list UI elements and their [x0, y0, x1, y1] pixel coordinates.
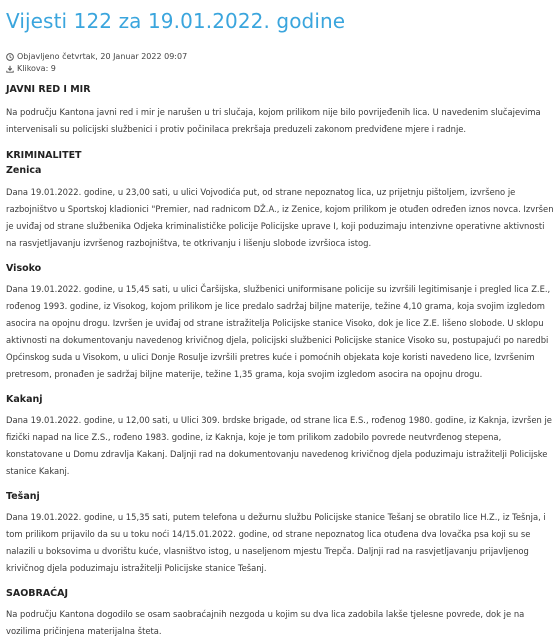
public-order-paragraph: Na području Kantona javni red i mir je narušen u tri slučaja, kojom prilikom nije bilo povrijeđenih lica. U navedenim slučajevima intervenisali su policijski službenici i protiv počinilaca prekršaja preduzeli zakonom predviđene mjere i radnje. [6, 107, 541, 134]
click-count [6, 63, 554, 75]
section-heading-crime: KRIMINALITET [6, 150, 82, 161]
traffic-paragraph: Na području Kantona dogodilo se osam saobraćajnih nezgoda u kojim su dva lica zadobila lakše tjelesne povrede, dok je na vozilima pričinjena materijalna šteta. [6, 609, 525, 636]
article-meta [6, 51, 554, 75]
visoko-paragraph: Dana 19.01.2022. godine, u 15,45 sati, u ulici Čaršijska, službenici uniformisane policije su izvršili legitimisanje i pregled lica Z.E., rođenog 1993. godine, iz Visokog, kojom prilikom je lice predalo sadržaj biljne materije, težine 4,10 grama, koja svojim izgledom asocira na opojnu drogu. Izvršen je uviđaj od strane istražitelja Policijske stanice Visoko, dok je lice Z.E. lišeno slobode. U sklopu aktivnosti na dokumentovanju navedenog krivičnog djela, policijski službenici Policijske stanice Visoko su, postupajući po naredbi Općinskog suda u Visokom, u ulici Donje Rosulje izvršili pretres kuće i pomoćnih objekata koje koristi navedeno lice, Izvršenim pretresom, pronađen je sadržaj biljne materije, težine 1,35 grama, koja svojim izgledom asocira na opojnu drogu. [6, 284, 551, 379]
published-date [6, 51, 554, 63]
city-heading-visoko: Visoko [6, 263, 42, 274]
clicks-text: Klikova: 9 [17, 64, 56, 73]
published-text: Objavljeno četvrtak, 20 Januar 2022 09:07 [17, 52, 188, 61]
download-icon [6, 65, 14, 73]
kakanj-paragraph: Dana 19.01.2022. godine, u 12,00 sati, u Ulici 309. brdske brigade, od strane lica E.S., rođenog 1980. godine, iz Kaknja, izvršen je fizički napad na lice Z.S., rođeno 1983. godine, iz Kaknja, koje je tom prilikom zadobilo povrede neutvrđenog stepena, konstatovane u Domu zdravlja Kakanj. Daljnji rad na dokumentovanju navedenog krivičnog djela poduzimaju istražitelji Policijske stanice Kakanj. [6, 415, 552, 476]
city-heading-zenica: Zenica [6, 165, 42, 176]
tesanj-paragraph: Dana 19.01.2022. godine, u 15,35 sati, putem telefona u dežurnu službu Policijske stanice Tešanj se obratilo lice H.Z., iz Tešnja, i tom prilikom prijavilo da su u toku noći 14/15.01.2022. godine, od strane nepoznatog lica otuđena dva lovačka psa koji su se nalazili u boksovima u dvorištu kuće, vlasništvo istog, u naseljenom mjestu Trepča. Daljnji rad na rasvjetljavanju prijavljenog krivičnog djela poduzimaju istražitelji Policijske stanice Tešanj. [6, 512, 546, 573]
section-heading-traffic: SAOBRAĆAJ [6, 588, 69, 599]
clock-icon [6, 53, 14, 61]
city-heading-kakanj: Kakanj [6, 394, 43, 405]
page-title: Vijesti 122 za 19.01.2022. godine [6, 9, 346, 33]
city-heading-tesanj: Tešanj [6, 491, 40, 502]
section-heading-public-order: JAVNI RED I MIR [6, 84, 91, 95]
zenica-paragraph: Dana 19.01.2022. godine, u 23,00 sati, u ulici Vojvodića put, od strane nepoznatog lica, uz prijetnju pištoljem, izvršeno je razbojništvo u Sportskoj kladionici "Premier, nad radnicom DŽ.A., iz Zenice, kojom prilikom je otuđen određen iznos novca. Izvršen je uviđaj od strane službenika Odjeka kriminalističke policije Policijske uprave I, koji poduzimaju intenzivne operativne aktivnosti na rasvjetljavanju izvršenog razbojništva, te otkrivanju i lišenju slobode izvršioca istog. [6, 187, 554, 248]
